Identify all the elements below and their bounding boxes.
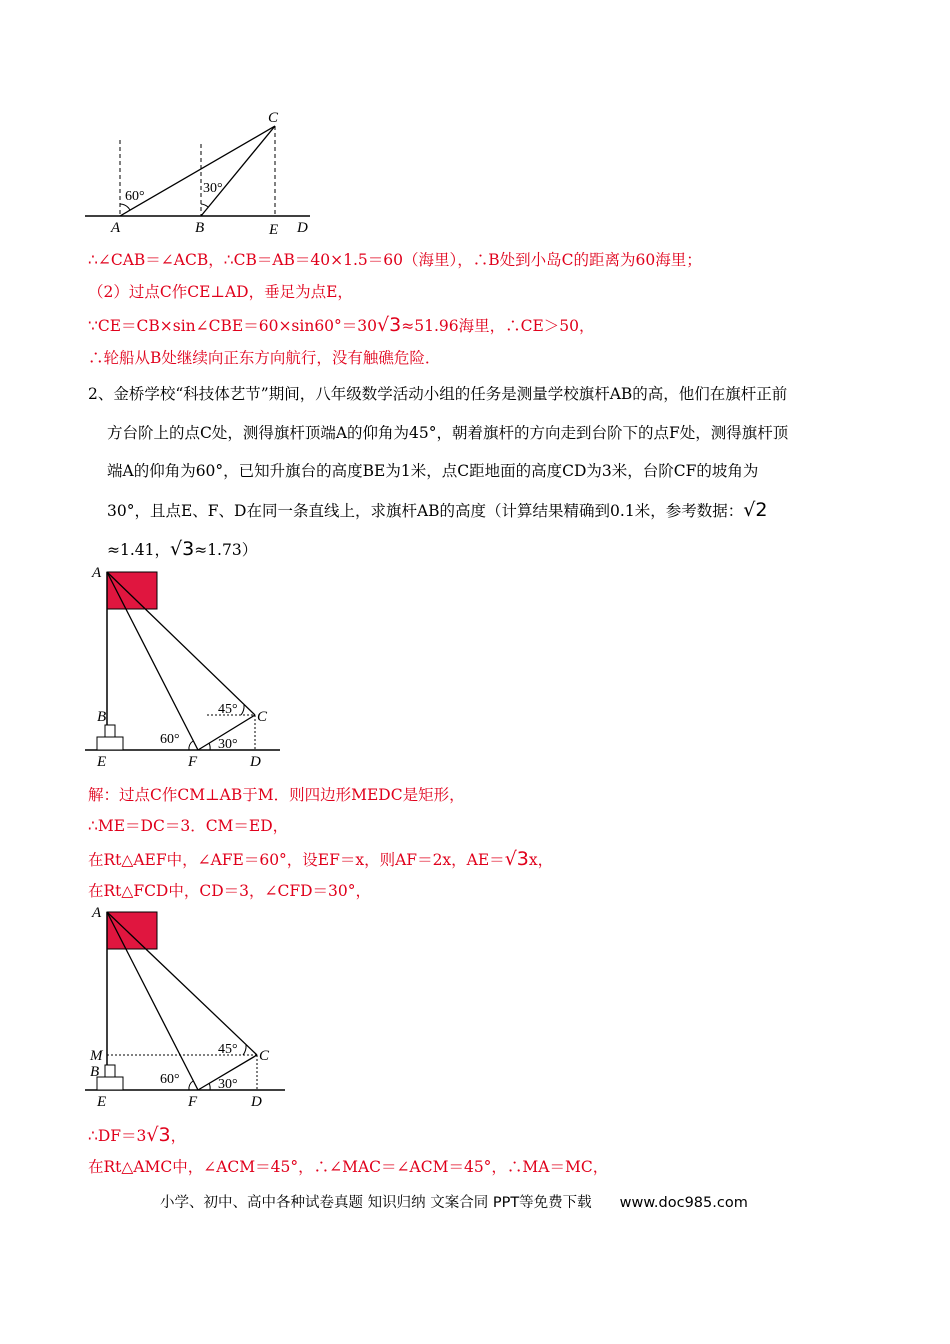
label-b: B [195, 220, 205, 236]
angle-45: 45° [218, 702, 238, 717]
problem-line-3: 端A的仰角为60°，已知升旗台的高度BE为1米，点C距地面的高度CD为3米，台阶CF的坡角为 [107, 462, 759, 480]
problem-line-5: ≈1.41，√3≈1.73） [107, 538, 258, 560]
solution-line-9: ∴DF＝3√3， [88, 1124, 187, 1146]
angle-30: 30° [218, 737, 238, 752]
sqrt3-radical: √3 [146, 1124, 171, 1146]
label-e: E [97, 1094, 107, 1110]
label-a: A [111, 220, 121, 236]
angle-60: 60° [160, 732, 180, 747]
sqrt3-radical: √3 [377, 314, 402, 336]
label-c: C [259, 1048, 270, 1064]
label-c: C [268, 110, 279, 126]
label-d: D [297, 220, 308, 236]
solution-line-1: ∴∠CAB＝∠ACB，∴CB＝AB＝40×1.5＝60（海里），∴B处到小岛C的距离为60海里； [88, 251, 702, 269]
angle-30: 30° [218, 1077, 238, 1092]
sqrt3-radical: √3 [170, 538, 195, 560]
angle-60: 60° [125, 189, 145, 204]
label-d: D [251, 1094, 262, 1110]
problem-line-4: 30°，且点E、F、D在同一条直线上，求旗杆AB的高度（计算结果精确到0.1米，参考数据：√2 [107, 499, 768, 521]
sqrt2-radical: √2 [743, 499, 768, 521]
label-c: C [257, 709, 268, 725]
page-footer [160, 1191, 748, 1212]
flagpole-diagram-with-m [85, 903, 295, 1113]
label-d: D [250, 754, 261, 770]
sqrt3-radical: √3 [504, 848, 529, 870]
label-f: F [188, 754, 198, 770]
label-m: M [90, 1048, 103, 1064]
solution-line-3: ∵CE＝CB×sin∠CBE＝60×sin60°＝30√3≈51.96海里，∴CE＞50， [88, 314, 595, 336]
solution-line-2: （2）过点C作CE⊥AD，垂足为点E， [88, 283, 353, 301]
label-f: F [188, 1094, 198, 1110]
label-b: B [90, 1064, 100, 1080]
flagpole-diagram [85, 563, 295, 773]
solution-line-6: ∴ME＝DC＝3．CM＝ED， [88, 817, 289, 835]
problem-line-1: 2、金桥学校“科技体艺节”期间，八年级数学活动小组的任务是测量学校旗杆AB的高，他们在旗杆正前 [88, 385, 788, 403]
ship-diagram [85, 108, 325, 238]
angle-45: 45° [218, 1042, 238, 1057]
angle-30: 30° [203, 181, 223, 196]
label-e: E [97, 754, 107, 770]
label-e: E [269, 222, 279, 238]
label-a: A [92, 905, 102, 921]
solution-line-8: 在Rt△FCD中，CD＝3，∠CFD＝30°， [88, 882, 372, 900]
solution-line-4: ∴轮船从B处继续向正东方向航行，没有触礁危险． [88, 349, 441, 367]
footer-url[interactable]: www.doc985.com [619, 1195, 748, 1211]
footer-text: 小学、初中、高中各种试卷真题 知识归纳 文案合同 PPT等免费下载 [160, 1195, 592, 1211]
solution-line-10: 在Rt△AMC中，∠ACM＝45°，∴∠MAC＝∠ACM＝45°，∴MA＝MC， [88, 1158, 609, 1176]
solution-line-7: 在Rt△AEF中，∠AFE＝60°，设EF＝x，则AF＝2x，AE＝√3x， [88, 848, 554, 870]
solution-line-5: 解：过点C作CM⊥AB于M．则四边形MEDC是矩形， [88, 786, 465, 804]
label-a: A [92, 565, 102, 581]
label-b: B [97, 709, 107, 725]
problem-line-2: 方台阶上的点C处，测得旗杆顶端A的仰角为45°，朝着旗杆的方向走到台阶下的点F处，测得旗杆顶 [107, 424, 789, 442]
angle-60: 60° [160, 1072, 180, 1087]
